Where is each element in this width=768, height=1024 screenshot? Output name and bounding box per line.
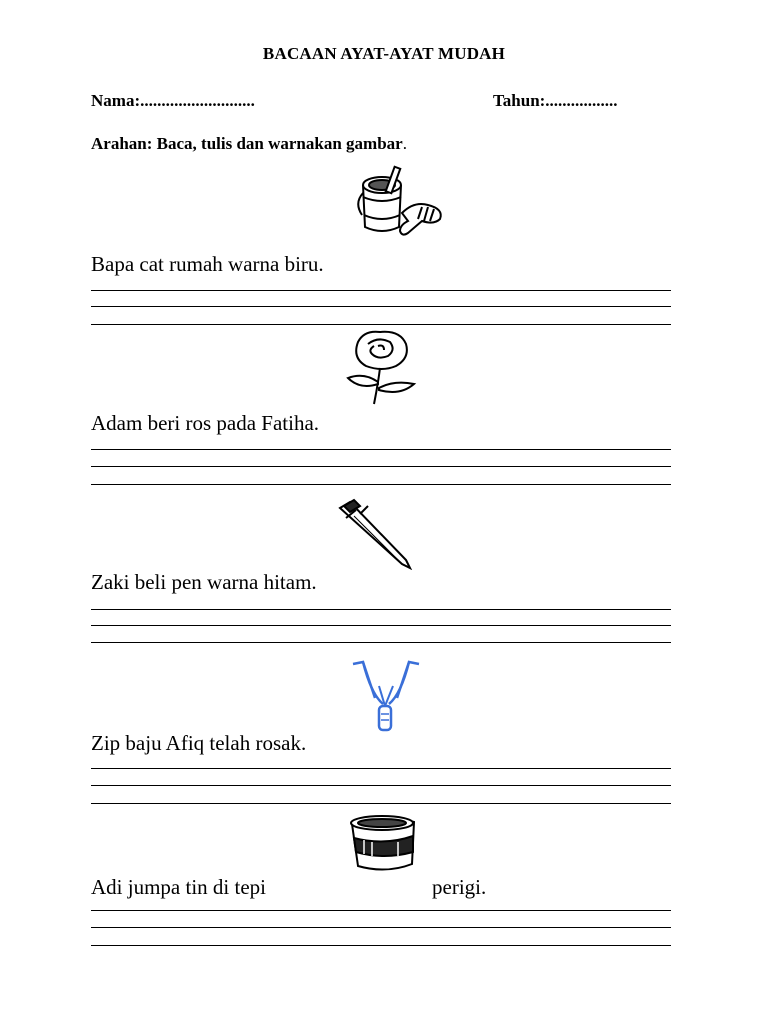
name-field: Nama:........................... <box>91 91 255 110</box>
writing-line <box>91 449 671 450</box>
paint-bucket-icon <box>356 163 448 239</box>
worksheet-title: BACAAN AYAT-AYAT MUDAH <box>262 44 506 63</box>
sentence-5-end: perigi. <box>432 875 487 899</box>
sentence-1: Bapa cat rumah warna biru. <box>91 252 324 276</box>
year-field: Tahun:................. <box>493 91 618 110</box>
writing-line <box>91 609 671 610</box>
writing-line <box>91 625 671 626</box>
writing-line <box>91 785 671 786</box>
sentence-3: Zaki beli pen warna hitam. <box>91 570 317 594</box>
tin-can-icon <box>342 812 422 876</box>
zip-icon <box>349 658 423 734</box>
pen-icon <box>334 498 414 570</box>
writing-line <box>91 306 671 307</box>
writing-line <box>91 642 671 643</box>
sentence-2: Adam beri ros pada Fatiha. <box>91 411 320 435</box>
writing-line <box>91 324 671 325</box>
writing-line <box>91 910 671 911</box>
sentence-5: Adi jumpa tin di tepi <box>91 875 266 899</box>
instruction-text: Arahan: Baca, tulis dan warnakan gambar <box>91 134 403 153</box>
instruction <box>91 134 407 154</box>
writing-line <box>91 466 671 467</box>
writing-line <box>91 803 671 804</box>
writing-line <box>91 290 671 291</box>
writing-line <box>91 927 671 928</box>
instruction-period: . <box>402 134 407 153</box>
writing-line <box>91 484 671 485</box>
sentence-4: Zip baju Afiq telah rosak. <box>91 731 307 755</box>
writing-line <box>91 945 671 946</box>
rose-icon <box>344 328 420 406</box>
writing-line <box>91 768 671 769</box>
